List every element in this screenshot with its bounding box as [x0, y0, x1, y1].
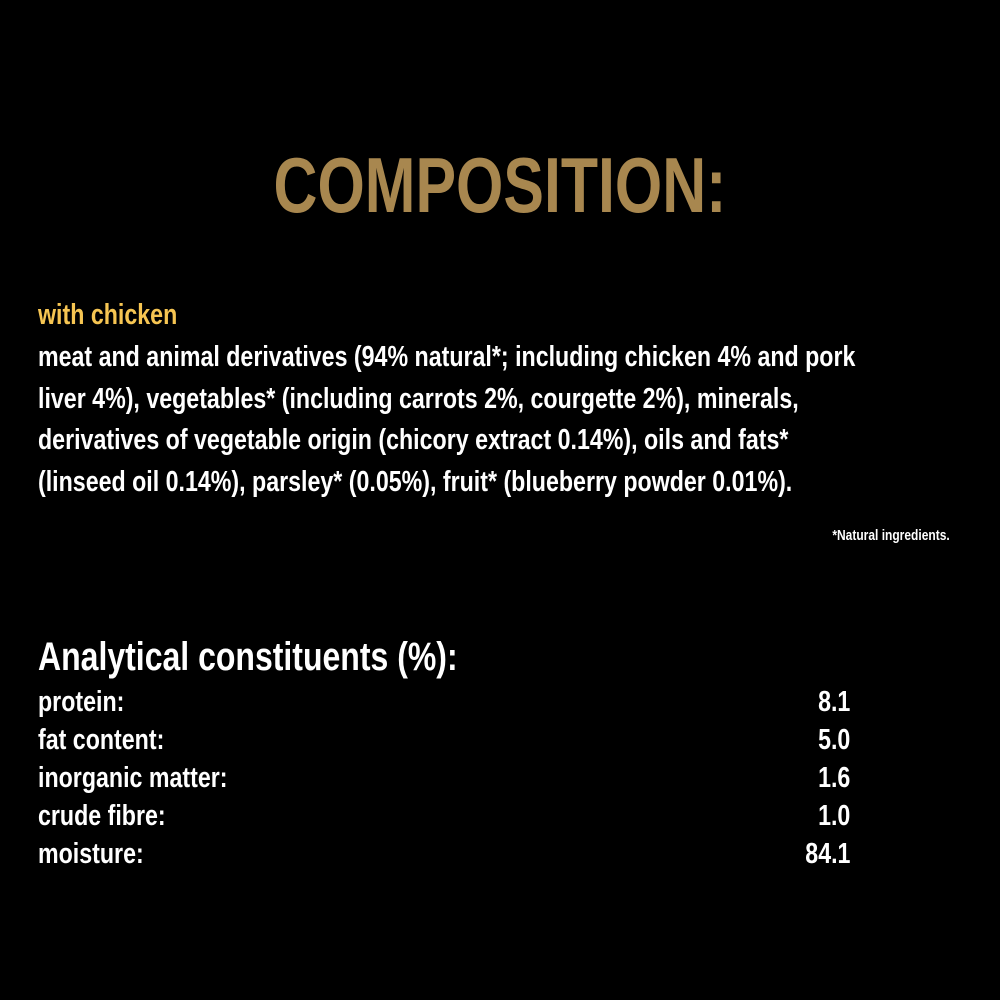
constituent-name: crude fibre:	[38, 800, 166, 832]
constituent-value: 8.1	[817, 686, 850, 718]
ingredients-line: derivatives of vegetable origin (chicory extract 0.14%), oils and fats*	[38, 424, 789, 456]
constituent-name: fat content:	[38, 724, 165, 756]
constituent-value: 5.0	[817, 724, 850, 756]
natural-ingredients-footnote: *Natural ingredients.	[832, 527, 950, 544]
analytical-constituents-heading: Analytical constituents (%):	[38, 635, 458, 679]
constituent-value: 1.6	[817, 762, 850, 794]
constituent-name: protein:	[38, 686, 125, 718]
constituent-row	[38, 683, 850, 721]
constituent-name: inorganic matter:	[38, 762, 228, 794]
ingredients-line: liver 4%), vegetables* (including carrots 2%, courgette 2%), minerals,	[38, 382, 799, 415]
ingredients-text	[38, 337, 926, 503]
constituent-row	[38, 797, 850, 835]
constituent-row	[38, 835, 850, 873]
variant-label: with chicken	[38, 299, 178, 331]
composition-title: COMPOSITION:	[273, 141, 727, 229]
constituent-name: moisture:	[38, 838, 144, 870]
constituent-row	[38, 721, 850, 759]
ingredients-line: meat and animal derivatives (94% natural*; including chicken 4% and pork	[38, 341, 856, 373]
constituents-table	[38, 683, 850, 873]
ingredients-line: (linseed oil 0.14%), parsley* (0.05%), fruit* (blueberry powder 0.01%).	[38, 465, 793, 498]
constituent-value: 1.0	[817, 800, 850, 832]
constituent-value: 84.1	[804, 838, 850, 870]
constituent-row	[38, 759, 850, 797]
